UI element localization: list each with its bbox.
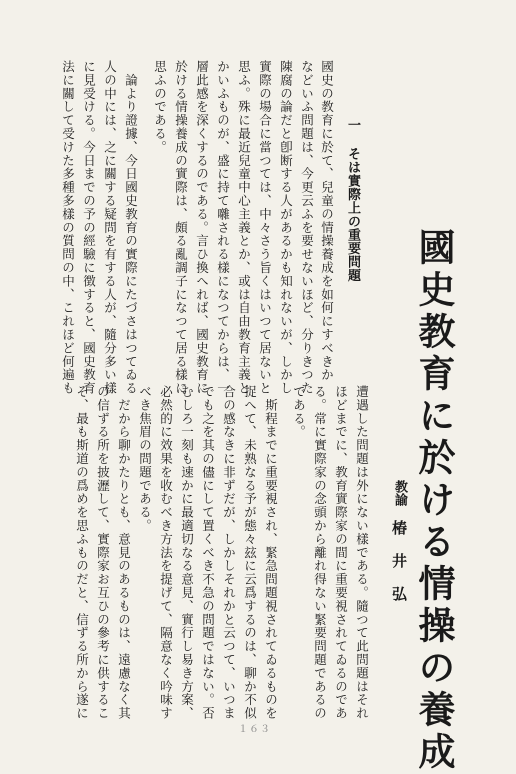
author-role: 教諭 bbox=[392, 480, 407, 506]
text-column: だから聊かたりとも、意見のあるものは、遠慮なく其 bbox=[116, 385, 132, 720]
text-column: そ、最も斯道の爲めを思ふものだと、信ずる所から遂に bbox=[74, 385, 90, 720]
text-column: 於ける情操養成の實際は、頗る亂調子になつて居る樣に bbox=[173, 60, 189, 395]
text-column: 思ふのである。 bbox=[152, 60, 168, 154]
text-column: の信ずる所を披瀝して、實際家お互ひの參考に供するこ bbox=[95, 385, 111, 720]
text-column: 國史の教育に於て、兒童の情操養成を如何にすべきか bbox=[319, 60, 335, 382]
text-column: 必然的に效果を收むべき方法を提げて、隔意なく吟味す bbox=[158, 385, 174, 720]
text-column: に見受ける。今日までの予の經驗に徴すると、國史教育 bbox=[81, 60, 97, 395]
text-column: かいふものが、盛に持て囃される樣になつてからは、一 bbox=[215, 60, 231, 395]
text-column: 實際の場合に當つては、中々さう旨くはいつて居ないと bbox=[257, 60, 273, 395]
text-column: である。 bbox=[291, 385, 307, 439]
text-column: 斯程までに重要視され、緊急問題視されてゐるものを bbox=[263, 385, 279, 720]
text-column: 法に關して受けた多種多樣の質問の中、これほど何遍も bbox=[60, 60, 76, 395]
text-column: べき焦眉の問題である。 bbox=[137, 385, 153, 533]
article-title: 國史教育に於ける情操の養成 bbox=[412, 228, 456, 774]
text-column: 層此感を深くするのである。言ひ換へれば、國史教育に bbox=[194, 60, 210, 395]
page-number: １６３ bbox=[238, 724, 271, 735]
text-column: 陳腐の論だと卽断する人があるかも知れないが、しかし bbox=[278, 60, 294, 395]
text-column: 思ふ。殊に最近兒童中心主義とか、或は自由教育主義と bbox=[236, 60, 252, 395]
text-column: る。常に實際家の念頭から離れ得ない緊要問題であるの bbox=[312, 385, 328, 720]
text-column: などいふ問題は、今更云ふを要せないほど、分りきつた bbox=[299, 60, 315, 395]
text-column: 人の中には、之に關する疑問を有する人が、隨分多い樣 bbox=[102, 60, 118, 395]
text-column: 合の感なきに非ずだが、しかしそれかと云つて、いつま bbox=[221, 385, 237, 720]
text-column: むしろ一刻も速かに最適切なる意見、實行し易き方案、 bbox=[179, 385, 195, 720]
author-name: 椿 井 弘 bbox=[390, 520, 408, 601]
text-column: でも之を其の儘にして置くべき不急の問題ではない。否 bbox=[200, 385, 216, 720]
text-column: 捉へて、未熟なる予が態々玆に云爲するのは、聊か不似 bbox=[242, 385, 258, 720]
text-column: 論より證據、今日國史教育の實際にたづさはつてゐる bbox=[123, 60, 139, 395]
text-column: ほどまでに、教育實際家の間に重要視されてゐるのであ bbox=[333, 385, 349, 720]
author-byline bbox=[391, 480, 406, 601]
text-column: 遭遇した問題は外にない樣である。隨つて此問題はそれ bbox=[354, 385, 370, 720]
section-heading: 一 そは實際上の重要問題 bbox=[345, 118, 360, 282]
